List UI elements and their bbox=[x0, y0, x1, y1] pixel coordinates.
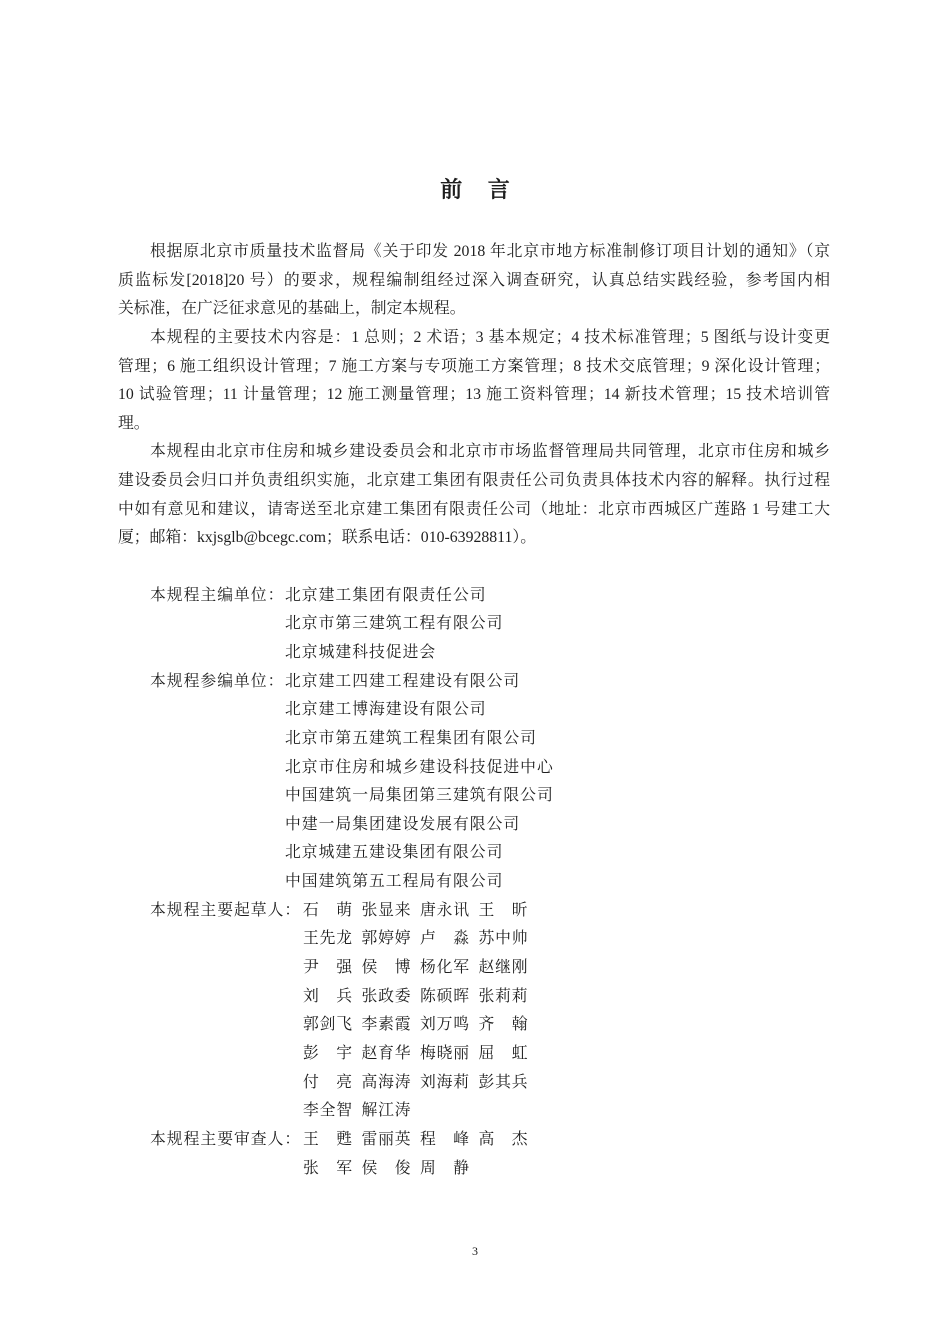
drafter-name: 王 昕 bbox=[478, 901, 528, 919]
paragraph-1-line-3: 关标准，在广泛征求意见的基础上，制定本规程。 bbox=[118, 300, 466, 318]
drafter-name: 刘万鸣 bbox=[420, 1016, 469, 1034]
drafters-label: 本规程主要起草人： bbox=[150, 901, 302, 919]
drafters-row bbox=[118, 954, 830, 983]
drafters-row bbox=[118, 1011, 830, 1040]
drafter-name: 李素霞 bbox=[361, 1016, 411, 1034]
reviewers-row bbox=[118, 1126, 830, 1155]
drafter-name: 侯 博 bbox=[361, 959, 411, 977]
paragraph-3-line-3: 中如有意见和建议，请寄送至北京建工集团有限责任公司（地址：北京市西城区广莲路 1 号建工大 bbox=[118, 500, 830, 518]
drafter-name: 刘海莉 bbox=[420, 1073, 469, 1091]
drafter-name: 付 亮 bbox=[303, 1073, 352, 1091]
reviewer-name: 侯 俊 bbox=[361, 1159, 411, 1177]
drafter-name: 唐永讯 bbox=[420, 901, 469, 919]
drafter-name: 解江涛 bbox=[361, 1102, 411, 1120]
drafter-name: 赵继刚 bbox=[478, 959, 528, 977]
paragraph-1-line-1: 根据原北京市质量技术监督局《关于印发 2018 年北京市地方标准制修订项目计划的通知》（京 bbox=[150, 243, 830, 260]
spacer bbox=[118, 553, 830, 582]
participating-unit-row bbox=[118, 668, 830, 697]
drafter-name: 彭其兵 bbox=[478, 1073, 528, 1091]
participating-unit: 北京建工四建工程建设有限公司 bbox=[285, 672, 521, 690]
drafter-name: 石 萌 bbox=[303, 901, 352, 919]
drafter-name: 赵育华 bbox=[361, 1044, 411, 1062]
drafters-row bbox=[118, 983, 830, 1012]
drafter-name: 齐 翰 bbox=[478, 1016, 528, 1034]
participating-unit-row bbox=[118, 811, 830, 840]
reviewer-name: 程 峰 bbox=[420, 1130, 469, 1148]
drafter-name: 刘 兵 bbox=[303, 987, 352, 1005]
reviewer-name: 雷丽英 bbox=[361, 1130, 411, 1148]
participating-unit-row bbox=[118, 782, 830, 811]
paragraph-3-line-2: 建设委员会归口并负责组织实施，北京建工集团有限责任公司负责具体技术内容的解释。执行过程 bbox=[118, 472, 830, 490]
chief-unit-row bbox=[118, 582, 830, 611]
participating-unit-row bbox=[118, 868, 830, 897]
participating-unit: 北京建工博海建设有限公司 bbox=[285, 701, 487, 719]
drafter-name: 陈硕晖 bbox=[420, 987, 469, 1005]
drafter-name: 高海涛 bbox=[361, 1073, 411, 1091]
drafter-name: 张莉莉 bbox=[478, 987, 528, 1005]
participating-unit: 中国建筑一局集团第三建筑有限公司 bbox=[285, 787, 554, 805]
drafter-name: 郭剑飞 bbox=[303, 1016, 352, 1034]
drafters-row bbox=[118, 1097, 830, 1126]
preface-body bbox=[118, 238, 830, 1183]
drafter-name: 张显来 bbox=[361, 901, 411, 919]
chief-unit-row bbox=[118, 639, 830, 668]
reviewers-row bbox=[118, 1155, 830, 1184]
drafter-name: 郭婷婷 bbox=[361, 930, 411, 948]
participating-unit-row bbox=[118, 754, 830, 783]
paragraph-2-line-3: 10 试验管理；11 计量管理；12 施工测量管理；13 施工资料管理；14 新技术管理；15 技术培训管 bbox=[118, 386, 830, 404]
chief-unit: 北京城建科技促进会 bbox=[285, 643, 437, 661]
participating-unit-row bbox=[118, 839, 830, 868]
paragraph-2-line-2: 管理；6 施工组织设计管理；7 施工方案与专项施工方案管理；8 技术交底管理；9 深化设计管理； bbox=[118, 357, 830, 375]
reviewer-name: 周 静 bbox=[420, 1159, 469, 1177]
participating-unit: 中建一局集团建设发展有限公司 bbox=[285, 815, 521, 833]
chief-unit: 北京市第三建筑工程有限公司 bbox=[285, 615, 504, 633]
drafter-name: 王先龙 bbox=[303, 930, 352, 948]
participating-unit: 北京市第五建筑工程集团有限公司 bbox=[285, 729, 537, 747]
reviewers-label: 本规程主要审查人： bbox=[150, 1130, 302, 1148]
chief-unit: 北京建工集团有限责任公司 bbox=[285, 586, 487, 604]
reviewer-name: 王 甦 bbox=[303, 1130, 352, 1148]
drafters-row bbox=[118, 1069, 830, 1098]
paragraph-2-line-4: 理。 bbox=[118, 414, 150, 432]
reviewer-name: 高 杰 bbox=[478, 1130, 528, 1148]
drafter-name: 卢 淼 bbox=[420, 930, 469, 948]
paragraph-2-line-1: 本规程的主要技术内容是：1 总则；2 术语；3 基本规定；4 技术标准管理；5 图纸与设计变更 bbox=[150, 328, 830, 346]
drafters-row bbox=[118, 925, 830, 954]
participating-unit-row bbox=[118, 696, 830, 725]
page-number: 3 bbox=[472, 1244, 478, 1258]
participating-unit: 北京城建五建设集团有限公司 bbox=[285, 844, 504, 862]
participating-unit-label: 本规程参编单位： bbox=[150, 672, 285, 690]
drafter-name: 梅晓丽 bbox=[420, 1044, 469, 1062]
drafter-name: 苏中帅 bbox=[478, 930, 528, 948]
drafter-name: 尹 强 bbox=[303, 959, 352, 977]
participating-unit: 中国建筑第五工程局有限公司 bbox=[285, 873, 504, 891]
paragraph-1-line-2: 质监标发[2018]20 号）的要求，规程编制组经过深入调查研究，认真总结实践经验，参考国内相 bbox=[118, 271, 830, 289]
drafter-name: 张政委 bbox=[361, 987, 411, 1005]
participating-unit: 北京市住房和城乡建设科技促进中心 bbox=[285, 758, 554, 776]
paragraph-3-line-4: 厦；邮箱：kxjsglb@bcegc.com；联系电话：010-63928811）。 bbox=[118, 529, 537, 547]
drafters-row bbox=[118, 897, 830, 926]
page-title: 前 言 bbox=[440, 177, 510, 202]
drafter-name: 李全智 bbox=[303, 1102, 352, 1120]
paragraph-3-line-1: 本规程由北京市住房和城乡建设委员会和北京市市场监督管理局共同管理，北京市住房和城乡 bbox=[150, 443, 830, 461]
reviewer-name: 张 军 bbox=[303, 1159, 352, 1177]
drafter-name: 屈 虹 bbox=[478, 1044, 528, 1062]
drafter-name: 彭 宇 bbox=[303, 1044, 352, 1062]
drafters-row bbox=[118, 1040, 830, 1069]
chief-unit-label: 本规程主编单位： bbox=[150, 586, 285, 604]
drafter-name: 杨化军 bbox=[420, 959, 469, 977]
chief-unit-row bbox=[118, 610, 830, 639]
participating-unit-row bbox=[118, 725, 830, 754]
